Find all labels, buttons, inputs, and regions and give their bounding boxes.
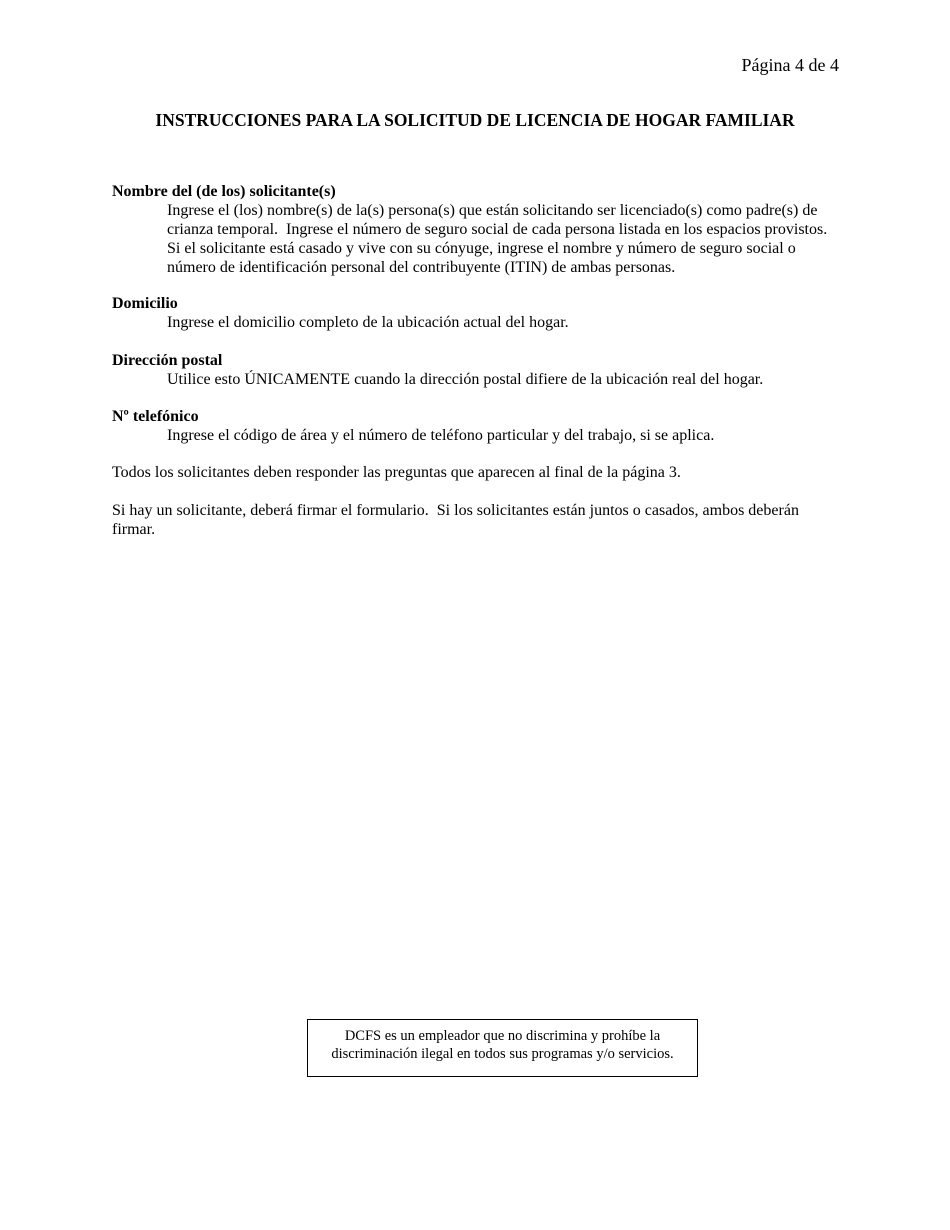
section-text-phone: Ingrese el código de área y el número de teléfono particular y del trabajo, si se aplica. (167, 427, 715, 444)
section-text-address: Ingrese el domicilio completo de la ubicación actual del hogar. (167, 314, 569, 331)
section-heading-postal-address: Dirección postal (112, 352, 223, 369)
nondiscrimination-notice-text: DCFS es un empleador que no discrimina y prohíbe la discriminación ilegal en todos sus programas y/o servicios. (331, 1028, 674, 1062)
paragraph-questions: Todos los solicitantes deben responder las preguntas que aparecen al final de la página 3. (112, 464, 681, 481)
page-number: Página 4 de 4 (741, 55, 839, 75)
nondiscrimination-notice-box (307, 1019, 698, 1077)
section-heading-applicant-name: Nombre del (de los) solicitante(s) (112, 183, 336, 200)
section-heading-address: Domicilio (112, 295, 178, 312)
section-text-applicant-name: Ingrese el (los) nombre(s) de la(s) persona(s) que están solicitando ser licenciado(s) como padre(s) de crianza temporal. Ingrese el número de seguro social de cada persona listada en los espacios provistos. Si el solicitante está casado y vive con su cónyuge, ingrese el nombre y número de seguro social o número de identificación personal del contribuyente (ITIN) de ambas personas. (167, 202, 836, 276)
section-text-postal-address: Utilice esto ÚNICAMENTE cuando la dirección postal difiere de la ubicación real del hogar. (167, 371, 764, 388)
page-title: INSTRUCCIONES PARA LA SOLICITUD DE LICENCIA DE HOGAR FAMILIAR (155, 110, 795, 130)
paragraph-signature: Si hay un solicitante, deberá firmar el formulario. Si los solicitantes están juntos o casados, ambos deberán firmar. (112, 502, 803, 538)
section-heading-phone: Nº telefónico (112, 408, 199, 425)
